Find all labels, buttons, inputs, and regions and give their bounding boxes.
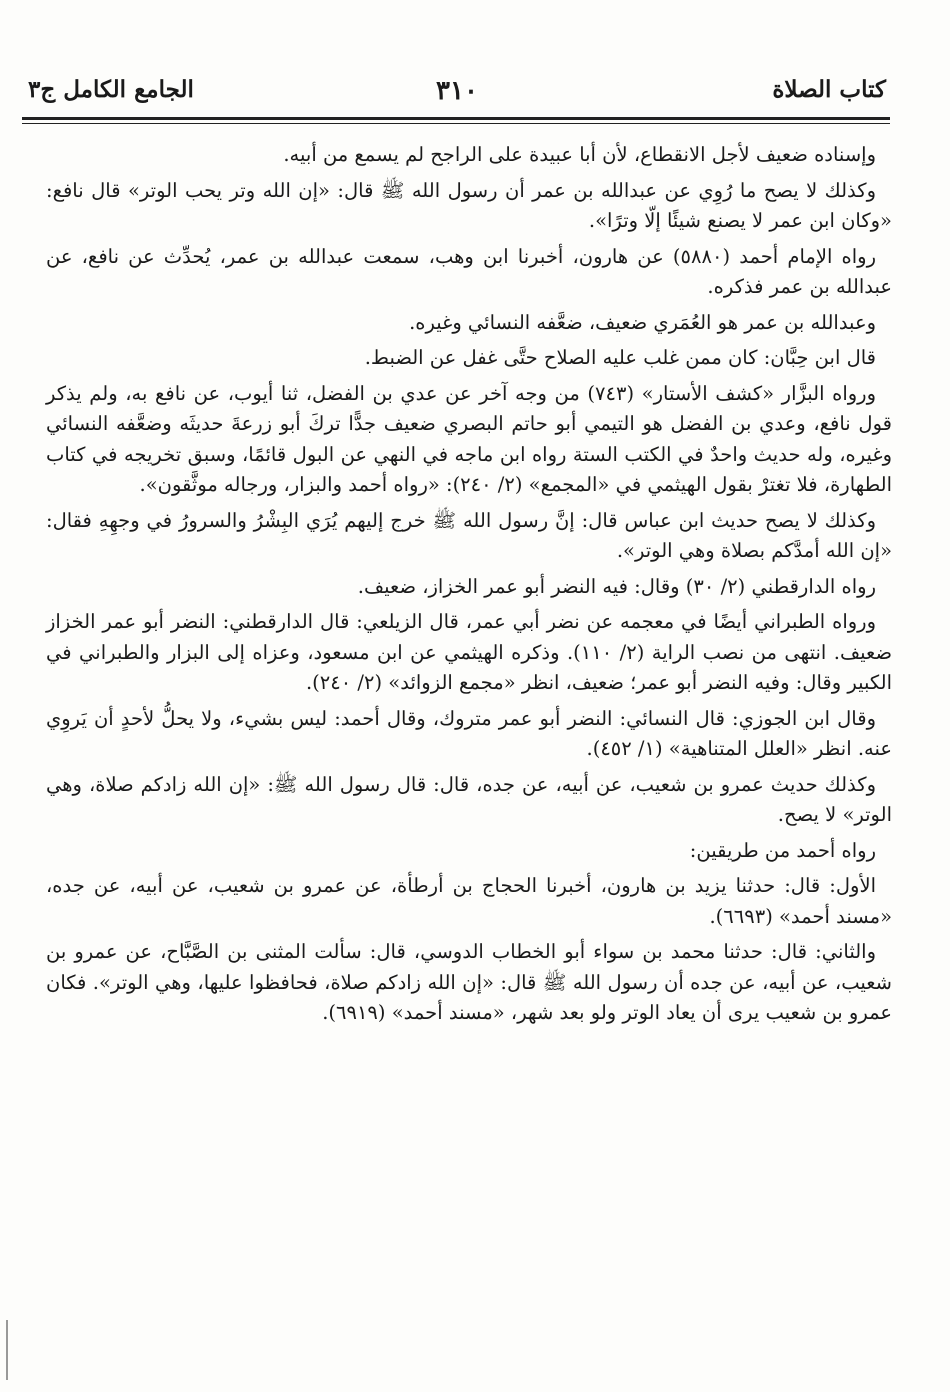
paragraph: والثاني: قال: حدثنا محمد بن سواء أبو الخطاب الدوسي، قال: سألت المثنى بن الصَّبَّاح، عن عمرو بن شعيب، عن أبيه، عن جده أن رسول الله ﷺ قال: «إن الله زادكم صلاة، فحافظوا عليها، وهي الوتر». فكان عمرو بن شعيب يرى أن يعاد الوتر ولو بعد شهر، «مسند أحمد» (٦٩١٩). — [46, 940, 892, 1024]
book-title: الجامع الكامل ج٣ — [28, 76, 194, 103]
paragraph: ورواه الطبراني أيضًا في معجمه عن نضر أبي عمر، قال الزيلعي: قال الدارقطني: النضر أبو عمر الخزاز ضعيف. انتهى من نصب الراية (٢/ ١١٠). وذكره الهيثمي عن ابن مسعود، وعزاه إلى البزار والطبراني في الكبير وقال: وفيه النضر أبو عمر؛ ضعيف، انظر «مجمع الزوائد» (٢/ ٢٤٠). — [46, 610, 893, 694]
header-rule-thick — [22, 117, 890, 120]
page-header — [28, 70, 886, 118]
paragraph: رواه الإمام أحمد (٥٨٨٠) عن هارون، أخبرنا ابن وهب، سمعت عبدالله بن عمر، يُحدِّث عن نافع، عن عبدالله بن عمر فذكره. — [46, 244, 892, 298]
paragraph: ورواه البزَّار «كشف الأستار» (٧٤٣) من وجه آخر عن عدي بن الفضل، ثنا أيوب، عن نافع به، ولم يذكر قول نافع، وعدي بن الفضل هو التيمي أبو حاتم البصري ضعيف جدًّا تركَ أبو زرعةَ حديثَه وضعَّفه النسائي وغيره، وله حديث واحدٌ في الكتب الستة رواه ابن ماجه في النهي عن البول قائمًا، وسبق تخريجه في كتاب الطهارة، فلا تغترْ بقول الهيثمي في «المجمع» (٢/ ٢٤٠): «رواه أحمد والبزار، ورجاله موثَّقون». — [46, 381, 892, 496]
header-rule-thin — [22, 123, 890, 124]
chapter-title: كتاب الصلاة — [772, 76, 886, 103]
scan-edge-mark — [6, 1320, 8, 1380]
page-body — [46, 140, 892, 1029]
paragraph: وكذلك لا يصح حديث ابن عباس قال: إنَّ رسول الله ﷺ خرج إليهم يُرَي البِشْرُ والسرورُ في وجهِهِ فقال: «إن الله أمدَّكم بصلاة وهي الوتر». — [46, 508, 892, 562]
paragraph: وإسناده ضعيف لأجل الانقطاع، لأن أبا عبيدة على الراجح لم يسمع من أبيه. — [283, 143, 876, 166]
paragraph: رواه الدارقطني (٢/ ٣٠) وقال: فيه النضر أبو عمر الخزاز، ضعيف. — [357, 574, 876, 598]
paragraph: رواه أحمد من طريقين: — [689, 838, 876, 862]
paragraph: وعبدالله بن عمر هو العُمَري ضعيف، ضعَّفه النسائي وغيره. — [409, 310, 876, 334]
page-number: ٣١٠ — [436, 76, 478, 106]
paragraph: وكذلك لا يصح ما رُوِي عن عبدالله بن عمر أن رسول الله ﷺ قال: «إن الله وتر يحب الوتر» قال نافع: «وكان ابن عمر لا يصنع شيئًا إلّا وترًا». — [46, 178, 892, 232]
paragraph: قال ابن حِبَّان: كان ممن غلب عليه الصلاح حتَّى غفل عن الضبط. — [364, 346, 876, 369]
paragraph: الأول: قال: حدثنا يزيد بن هارون، أخبرنا الحجاج بن أرطأة، عن عمرو بن شعيب، عن أبيه، عن جده، «مسند أحمد» (٦٦٩٣). — [46, 874, 892, 928]
paragraph: وقال ابن الجوزي: قال النسائي: النضر أبو عمر متروك، وقال أحمد: ليس بشيء، ولا يحلُّ لأحدٍ أن يَروِي عنه. انظر «العلل المتناهية» (١/ ٤٥٢). — [46, 706, 892, 760]
paragraph: وكذلك حديث عمرو بن شعيب، عن أبيه، عن جده، قال: قال رسول الله ﷺ: «إن الله زادكم صلاة، وهي الوتر» لا يصح. — [46, 772, 892, 826]
